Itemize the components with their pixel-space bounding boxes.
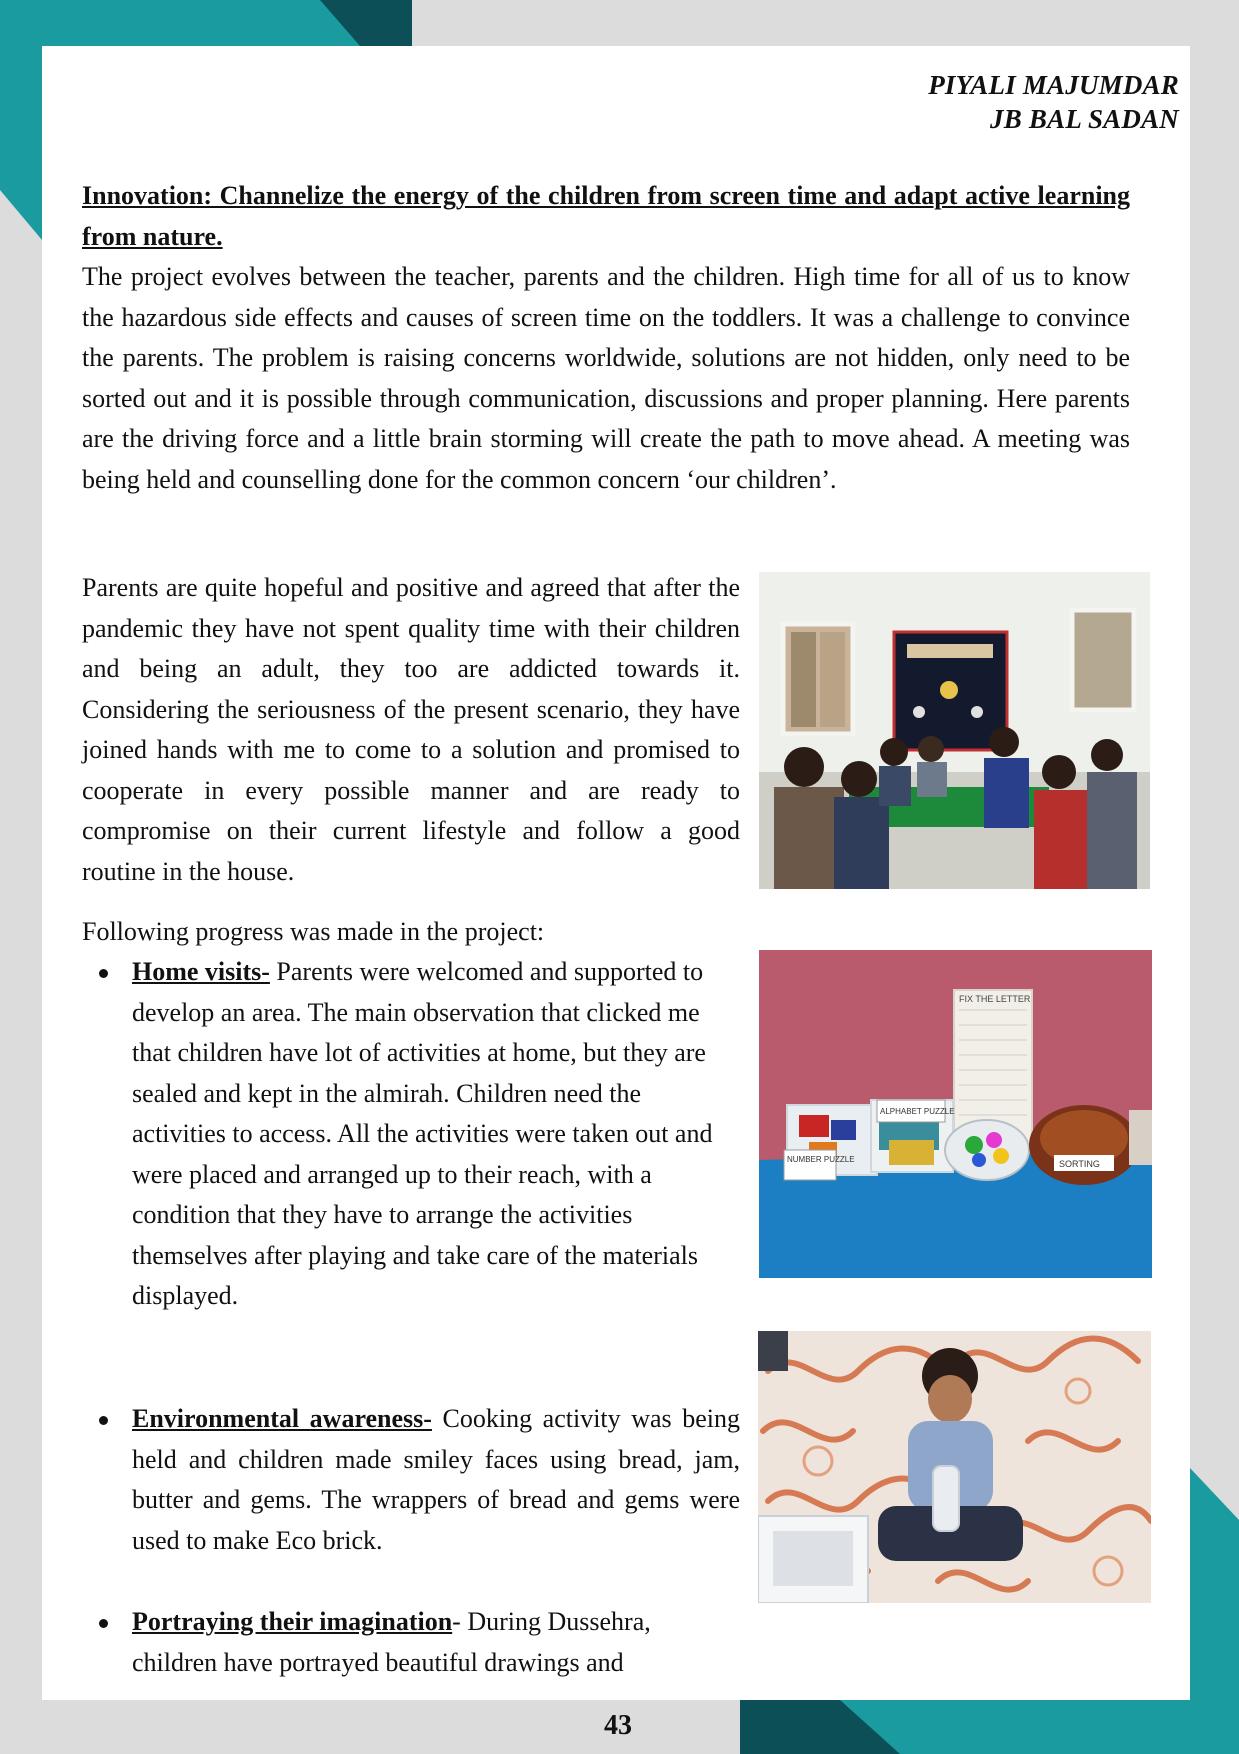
author-header xyxy=(928,68,1179,136)
list-item xyxy=(82,1399,740,1569)
page-number: 43 xyxy=(604,1710,632,1741)
list-item-text: Parents were welcomed and supported to develop an area. The main observation that clicked me that children have lot of activities at home, but they are sealed and kept in the almirah. Children need the activities to access. All the activities were taken out and were placed and arranged up to their reach, with a condition that they have to arrange the activities themselves after playing and take care of the materials displayed. xyxy=(132,957,713,1310)
intro-section xyxy=(82,176,1130,500)
author-name: PIYALI MAJUMDAR xyxy=(928,70,1179,100)
eco-brick-photo xyxy=(758,1331,1151,1603)
bullet-icon xyxy=(99,1619,108,1628)
parents-paragraph: Parents are quite hopeful and positive and agreed that after the pandemic they have not spent quality time with their children and being an adult, they too are addicted towards it. Considering the seriousness of the present scenario, they have joined hands with me to come to a solution and promised to cooperate in every possible manner and are ready to compromise on their current lifestyle and follow a good routine in the house. xyxy=(82,573,740,886)
number-puzzle-label: NUMBER PUZZLE xyxy=(787,1155,855,1164)
fix-the-letter-label: FIX THE LETTER xyxy=(959,994,1031,1004)
list-item xyxy=(82,1602,740,1692)
intro-paragraph: The project evolves between the teacher, parents and the children. High time for all of us to know the hazardous side effects and causes of screen time on the toddlers. It was a challenge to convince the parents. The problem is raising concerns worldwide, solutions are not hidden, only need to be sorted out and it is possible through communication, discussions and proper planning. Here parents are the driving force and a little brain storming will create the path to move ahead. A meeting was being held and counselling done for the common concern ‘our children’. xyxy=(82,262,1130,494)
sorting-label: SORTING xyxy=(1059,1159,1100,1169)
parents-meeting-photo xyxy=(759,572,1150,889)
list-item-text: - During Dussehra, children have portrayed beautiful drawings and xyxy=(132,1607,651,1677)
school-name: JB BAL SADAN xyxy=(990,104,1179,134)
progress-intro: Following progress was made in the project: xyxy=(82,917,545,946)
bullet-icon xyxy=(99,969,108,978)
alphabet-puzzle-label: ALPHABET PUZZLE xyxy=(880,1107,955,1116)
list-item-term: Home visits- xyxy=(132,957,270,986)
section-heading: Innovation: Channelize the energy of the children from screen time and adapt active learning from nature. xyxy=(82,181,1130,251)
list-item-text: Cooking activity was being held and children made smiley faces using bread, jam, butter and gems. The wrappers of bread and gems were used to make Eco brick. xyxy=(132,1404,740,1555)
activity-materials-photo xyxy=(759,950,1152,1278)
list-item-term: Environmental awareness- xyxy=(132,1404,432,1433)
list-item-term: Portraying their imagination xyxy=(132,1607,453,1636)
list-item xyxy=(82,952,722,1362)
bullet-icon xyxy=(99,1416,108,1425)
